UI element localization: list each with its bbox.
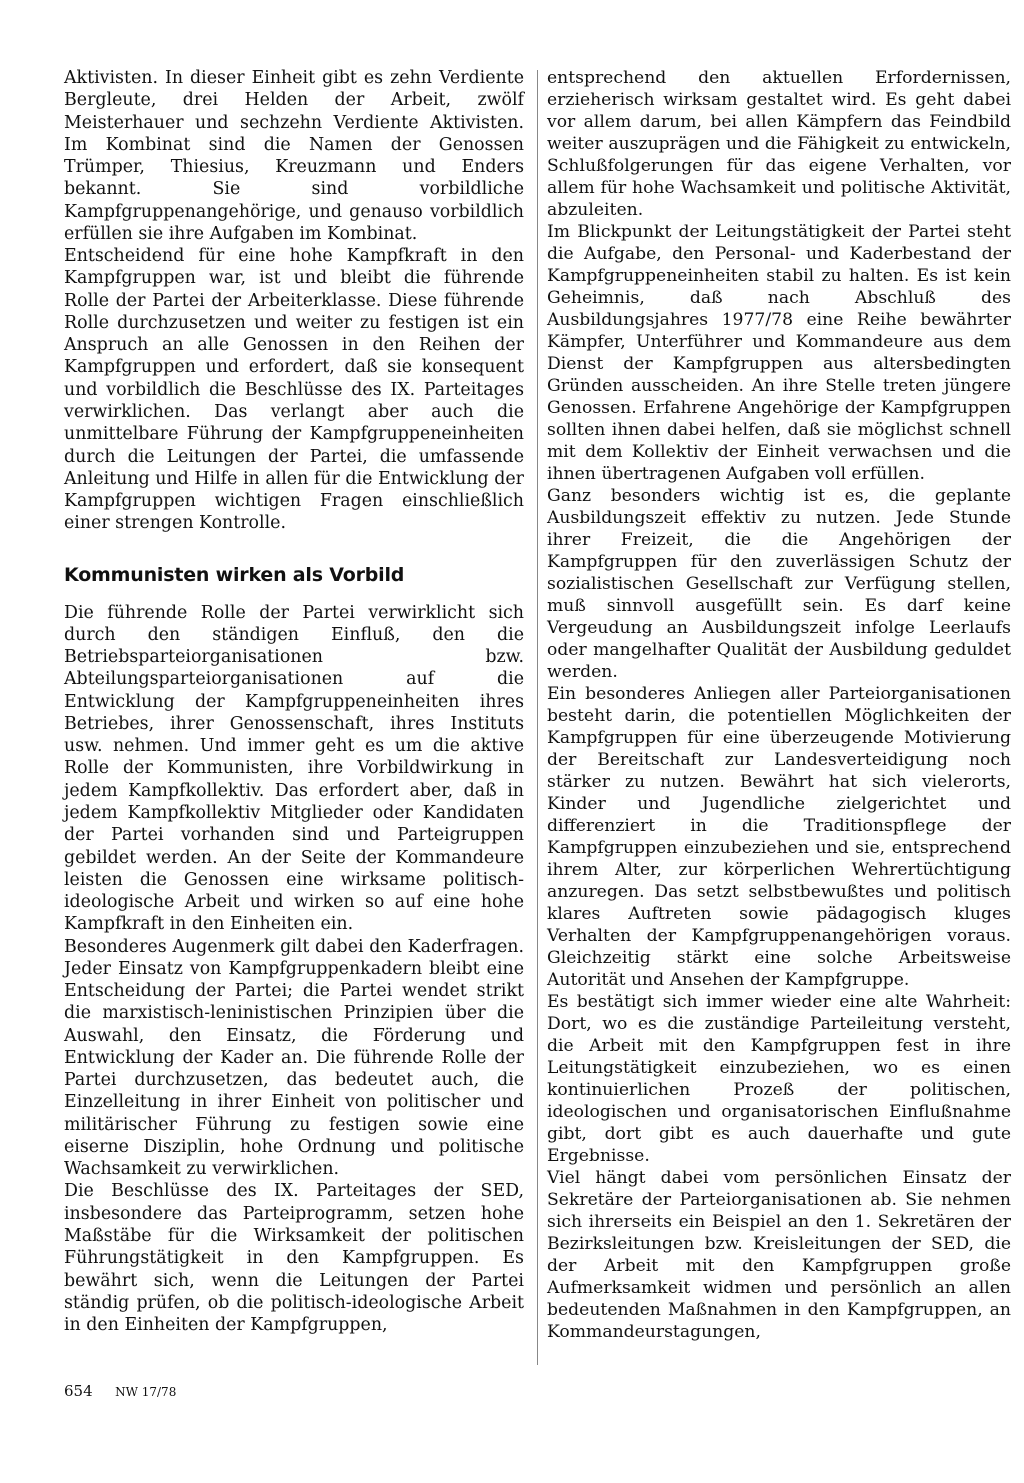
column-divider: [537, 70, 538, 1365]
paragraph: Aktivisten. In dieser Einheit gibt es zehn Verdiente Bergleute, drei Helden der Arbeit, zwölf Meisterhauer und sechzehn Verdiente Aktivisten. Im Kombinat sind die Namen der Genossen Trümper, Thiesius, Kreuzmann und Enders bekannt. Sie sind vorbildliche Kampfgruppenangehörige, und genauso vorbildlich erfüllen sie ihre Aufgaben im Kombinat.: [64, 68, 524, 244]
paragraph: Ein besonderes Anliegen aller Parteiorganisationen besteht darin, die potentiellen Möglichkeiten der Kampfgruppen für eine überzeugende Motivierung der Bereitschaft zur Landesverteidigung noch stärker zu nutzen. Bewährt hat sich vielerorts, Kinder und Jugendliche zielgerichtet und differenziert in die Traditionspflege der Kampfgruppen einzubeziehen und sie, entsprechend ihrem Alter, zur körperlichen Wehrertüchtigung anzuregen. Das setzt selbstbewußtes und politisch klares Auftreten sowie pädagogisch kluges Verhalten der Kampfgruppenangehörigen voraus. Gleichzeitig stärkt eine solche Arbeitsweise Autorität und Ansehen der Kampfgruppe.: [547, 684, 1011, 990]
paragraph: Es bestätigt sich immer wieder eine alte Wahrheit: Dort, wo es die zuständige Parteileitung versteht, die Arbeit mit den Kampfgruppen fest in ihre Leitungstätigkeit einzubeziehen, wo es einen kontinuierlichen Prozeß der politischen, ideologischen und organisatorischen Einflußnahme gibt, dort gibt es auch dauerhafte und gute Ergebnisse.: [547, 992, 1011, 1166]
paragraph: Besonderes Augenmerk gilt dabei den Kaderfragen. Jeder Einsatz von Kampfgruppenkadern bleibt eine Entscheidung der Partei; die Partei wendet strikt die marxistisch-leninistischen Prinzipien über die Auswahl, den Einsatz, die Förderung und Entwicklung der Kader an. Die führende Rolle der Partei durchzusetzen, das bedeutet auch, die Einzelleitung in ihrer Einheit von politischer und militärischer Führung zu festigen sowie eine eiserne Disziplin, hohe Ordnung und politische Wachsamkeit zu verwirklichen.: [64, 936, 524, 1180]
paragraph: Entscheidend für eine hohe Kampfkraft in den Kampfgruppen war, ist und bleibt die führende Rolle der Partei der Arbeiterklasse. Diese führende Rolle durchzusetzen und weiter zu festigen ist ein Anspruch an alle Genossen in den Reihen der Kampfgruppen und erfordert, daß sie konsequent und vorbildlich die Beschlüsse des IX. Parteitages verwirklichen. Das verlangt aber auch die unmittelbare Führung der Kampfgruppeneinheiten durch die Leitungen der Partei, die umfassende Anleitung und Hilfe in allen für die Entwicklung der Kampfgruppen wichtigen Fragen einschließlich einer strengen Kontrolle.: [64, 246, 524, 534]
paragraph: Im Blickpunkt der Leitungstätigkeit der Partei steht die Aufgabe, den Personal- und Kaderbestand der Kampfgruppeneinheiten stabil zu halten. Es ist kein Geheimnis, daß nach Abschluß des Ausbildungsjahres 1977/78 eine Reihe bewährter Kämpfer, Unterführer und Kommandeure aus dem Dienst der Kampfgruppen aus altersbedingten Gründen ausscheiden. An ihre Stelle treten jüngere Genossen. Erfahrene Angehörige der Kampfgruppen sollten ihnen dabei helfen, daß sie möglichst schnell mit dem Kollektiv der Einheit verwachsen und die ihnen übertragenen Aufgaben voll erfüllen.: [547, 222, 1011, 484]
page-number: 654: [64, 1382, 93, 1400]
issue-label: NW 17/78: [115, 1385, 177, 1399]
left-column: [64, 67, 524, 1336]
section-heading: Kommunisten wirken als Vorbild: [64, 563, 405, 586]
paragraph: Die Beschlüsse des IX. Parteitages der SED, insbesondere das Parteiprogramm, setzen hohe Maßstäbe für die Wirksamkeit der politischen Führungstätigkeit in den Kampfgruppen. Es bewährt sich, wenn die Leitungen der Partei ständig prüfen, ob die politisch-ideologische Arbeit in den Einheiten der Kampfgruppen,: [64, 1181, 524, 1336]
page-footer: [64, 1382, 176, 1400]
paragraph: entsprechend den aktuellen Erfordernissen, erzieherisch wirksam gestaltet wird. Es geht dabei vor allem darum, bei allen Kämpfern das Feindbild weiter auszuprägen und die Fähigkeit zu entwickeln, Schlußfolgerungen für das eigene Verhalten, vor allem für hohe Wachsamkeit und politische Aktivität, abzuleiten.: [547, 68, 1011, 220]
right-column: [547, 67, 1011, 1343]
paragraph: Viel hängt dabei vom persönlichen Einsatz der Sekretäre der Parteiorganisationen ab. Sie nehmen sich ihrerseits ein Beispiel an den 1. Sekretären der Bezirksleitungen bzw. Kreisleitungen der SED, die der Arbeit mit den Kampfgruppen große Aufmerksamkeit widmen und persönlich an allen bedeutenden Maßnahmen in den Kampfgruppen, an Kommandeurstagungen,: [547, 1168, 1011, 1342]
paragraph: Die führende Rolle der Partei verwirklicht sich durch den ständigen Einfluß, den die Betriebsparteiorganisationen bzw. Abteilungsparteiorganisationen auf die Entwicklung der Kampfgruppeneinheiten ihres Betriebes, ihrer Genossenschaft, ihres Instituts usw. nehmen. Und immer geht es um die aktive Rolle der Kommunisten, ihre Vorbildwirkung in jedem Kampfkollektiv. Das erfordert aber, daß in jedem Kampfkollektiv Mitglieder oder Kandidaten der Partei vorhanden sind und Parteigruppen gebildet werden. An der Seite der Kommandeure leisten die Genossen eine wirksame politisch-ideologische Arbeit und wirken so auf eine hohe Kampfkraft in den Einheiten ein.: [64, 602, 524, 935]
paragraph: Ganz besonders wichtig ist es, die geplante Ausbildungszeit effektiv zu nutzen. Jede Stunde ihrer Freizeit, die die Angehörigen der Kampfgruppen für den zuverlässigen Schutz der sozialistischen Gesellschaft zur Verfügung stellen, muß sinnvoll ausgefüllt sein. Es darf keine Vergeudung an Ausbildungszeit infolge Leerlaufs oder mangelhafter Qualität der Ausbildung geduldet werden.: [547, 486, 1011, 682]
